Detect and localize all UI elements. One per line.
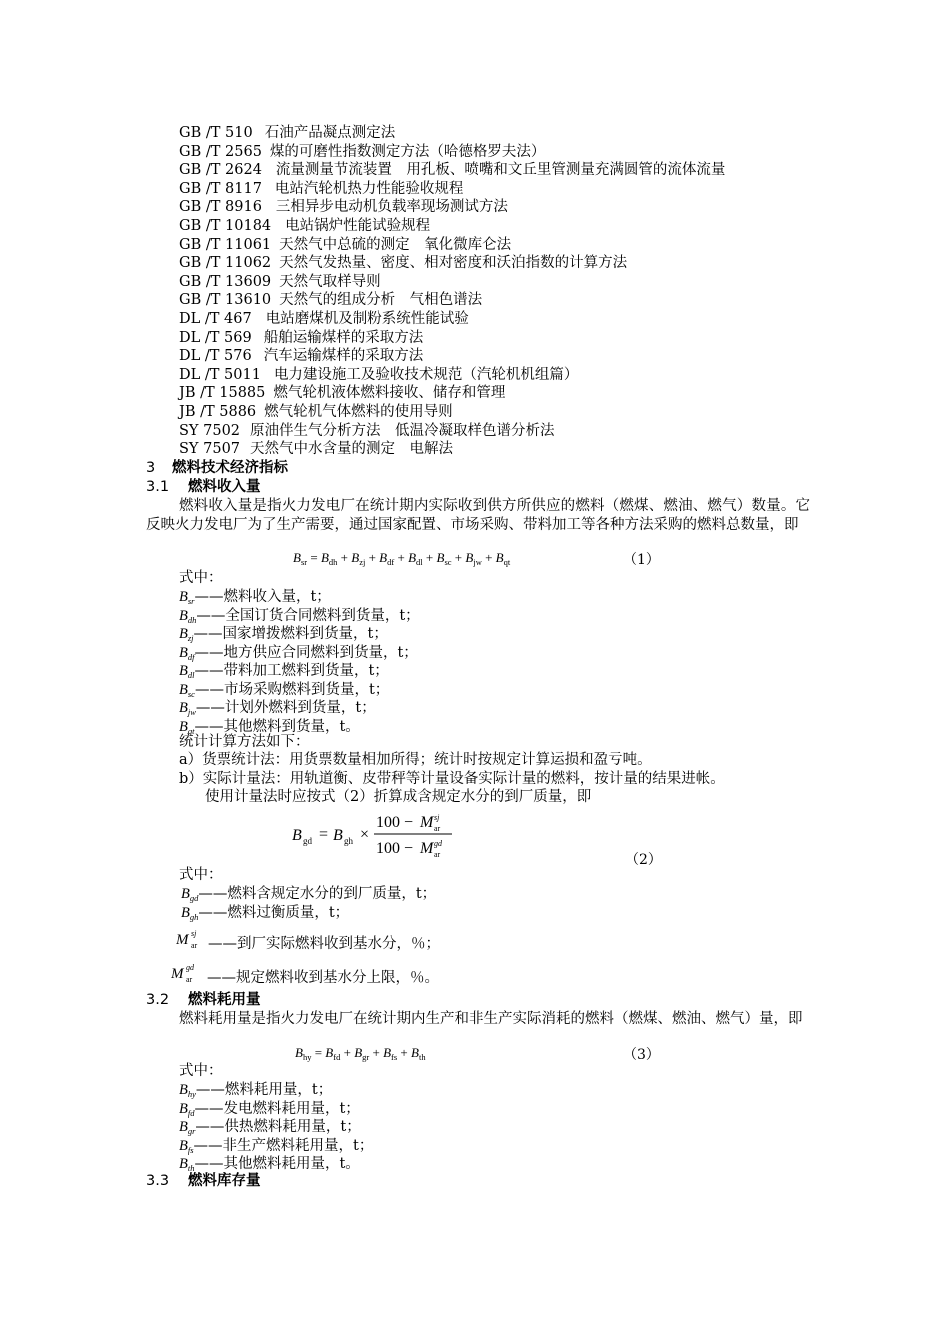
variable-description: ——燃料收入量，t； xyxy=(194,589,331,605)
reference-title: 石油产品凝点测定法 xyxy=(264,125,396,141)
variable-symbol: $B_{df}$ xyxy=(179,644,195,662)
variable-symbol: $B_{dl}$ xyxy=(179,663,195,680)
variable-subscript: fd xyxy=(187,1107,195,1118)
reference-title: 燃气轮机气体燃料的使用导则 xyxy=(264,404,453,420)
svg-text:sj: sj xyxy=(434,813,440,822)
reference-title: 天然气中总硫的测定 氧化微库仑法 xyxy=(279,236,512,253)
variable-subscript: dh xyxy=(187,614,197,625)
reference-title: 电站锅炉性能试验规程 xyxy=(285,218,431,234)
m-gd-symbol xyxy=(171,962,207,988)
equation-number-2: （2） xyxy=(625,852,662,868)
m-gd-line xyxy=(171,962,439,988)
reference-code: DL /T 569 xyxy=(179,329,252,346)
svg-text:M: M xyxy=(176,932,189,948)
equation-number-1: （1） xyxy=(623,552,660,568)
variable-description: ——其他燃料到货量，t。 xyxy=(194,718,360,735)
variable-description: ——市场采购燃料到货量，t； xyxy=(194,681,390,698)
reference-title: 天然气取样导则 xyxy=(279,273,381,290)
svg-text:B: B xyxy=(292,827,302,844)
reference-code: JB /T 5886 xyxy=(179,404,257,420)
variable-subscript: th xyxy=(187,1163,195,1173)
reference-item xyxy=(179,143,545,162)
reference-item xyxy=(179,273,381,292)
svg-text:B: B xyxy=(333,827,343,844)
svg-text:100 −: 100 − xyxy=(376,814,414,831)
variable-description: ——国家增拨燃料到货量，t； xyxy=(193,626,388,642)
reference-code: SY 7502 xyxy=(179,422,241,439)
svg-text:sj: sj xyxy=(191,929,197,938)
reference-code: GB /T 2624 xyxy=(179,162,262,179)
calc-intro: 统计计算方法如下： xyxy=(179,734,310,750)
section-3-2-heading: 3.2 燃料耗用量 xyxy=(146,992,261,1008)
reference-code: GB /T 13610 xyxy=(179,292,272,309)
reference-title: 燃气轮机液体燃料接收、储存和管理 xyxy=(273,385,506,402)
variable-subscript: fs xyxy=(187,1144,194,1155)
variable-symbol: $B_{th}$ xyxy=(179,1156,195,1173)
variable-description: ——发电燃料耗用量，t； xyxy=(194,1100,360,1117)
reference-title: 电站磨煤机及制粉系统性能试验 xyxy=(265,311,469,327)
variable-description: ——全国订货合同燃料到货量，t； xyxy=(196,607,420,624)
variable-subscript: qt xyxy=(187,725,195,736)
variable-description: ——燃料耗用量，t； xyxy=(195,1082,333,1098)
where-label-1: 式中： xyxy=(179,570,223,586)
reference-item xyxy=(179,161,725,180)
reference-item xyxy=(179,329,423,348)
reference-item xyxy=(179,236,511,255)
formula-1: $B_{sr} = B_{dh} + B_{zj} + B_{df} + B_{dl} + B_{sc} + B_{jw} + B_{qt}$ xyxy=(293,550,511,567)
svg-text:100 −: 100 − xyxy=(376,840,414,857)
reference-title: 流量测量节流装置 用孔板、喷嘴和文丘里管测量充满圆管的流体流量 xyxy=(275,162,726,179)
reference-item xyxy=(179,347,423,366)
variable-subscript: gr xyxy=(187,1126,196,1136)
item-a: a）货票统计法：用货票数量相加所得；统计时按规定计算运损和盈亏吨。 xyxy=(179,752,652,768)
svg-text:ar: ar xyxy=(186,975,193,984)
reference-item xyxy=(179,254,627,273)
variable-definition xyxy=(181,904,349,926)
svg-text:ar: ar xyxy=(434,850,441,859)
reference-item xyxy=(179,440,453,459)
variable-symbol: $B_{jw}$ xyxy=(179,700,196,717)
reference-code: SY 7507 xyxy=(179,441,241,458)
variable-symbol: $B_{fd}$ xyxy=(179,1100,195,1118)
reference-code: GB /T 2565 xyxy=(179,143,262,160)
reference-item xyxy=(179,366,578,385)
variable-symbol: $B_{hy}$ xyxy=(179,1082,196,1099)
svg-text:M: M xyxy=(420,814,434,831)
svg-text:gd: gd xyxy=(434,839,442,848)
variable-symbol: $B_{sc}$ xyxy=(179,681,195,699)
reference-title: 电站汽轮机热力性能验收规程 xyxy=(274,180,464,197)
variable-subscript: gh xyxy=(189,912,199,922)
section-3-1-heading: 3.1 燃料收入量 xyxy=(146,479,261,495)
variable-description: ——燃料过衡质量，t； xyxy=(198,905,350,921)
variable-symbol: $B_{dh}$ xyxy=(179,607,197,625)
reference-code: DL /T 467 xyxy=(179,311,252,327)
reference-code: GB /T 8117 xyxy=(179,180,262,197)
variable-symbol: $B_{sr}$ xyxy=(179,589,195,606)
formula-3: $B_{hy} = B_{fd} + B_{gr} + B_{fs} + B_{th}$ xyxy=(295,1045,426,1062)
where-label-3: 式中： xyxy=(179,1063,223,1079)
variable-description: ——地方供应合同燃料到货量，t； xyxy=(194,644,418,661)
reference-item xyxy=(179,384,505,403)
m-gd-desc: ——规定燃料收到基水分上限，％。 xyxy=(207,970,439,986)
variable-symbol: $B_{gh}$ xyxy=(181,905,199,922)
svg-text:ar: ar xyxy=(434,824,441,833)
variable-symbol: $B_{fs}$ xyxy=(179,1137,194,1155)
svg-text:M: M xyxy=(420,840,434,857)
reference-title: 天然气发热量、密度、相对密度和沃泊指数的计算方法 xyxy=(279,255,628,272)
reference-code: DL /T 5011 xyxy=(179,366,261,383)
reference-item xyxy=(179,291,482,310)
reference-title: 电力建设施工及验收技术规范（汽轮机机组篇） xyxy=(273,366,579,383)
reference-code: GB /T 10184 xyxy=(179,218,272,234)
variable-symbol: $B_{zj}$ xyxy=(179,626,194,643)
variable-subscript: dl xyxy=(187,670,195,680)
reference-title: 汽车运输煤样的采取方法 xyxy=(263,348,424,365)
section-3-2-paragraph: 燃料耗用量是指火力发电厂在统计期内生产和非生产实际消耗的燃料（燃煤、燃油、燃气）量，即 xyxy=(179,1011,803,1027)
variable-description: ——供热燃料耗用量，t； xyxy=(195,1119,361,1135)
variable-description: ——燃料含规定水分的到厂质量，t； xyxy=(198,886,437,902)
reference-item xyxy=(179,310,469,329)
reference-code: DL /T 576 xyxy=(179,348,252,365)
reference-code: GB /T 13609 xyxy=(179,273,272,290)
variable-symbol: $B_{qt}$ xyxy=(179,718,195,736)
reference-code: GB /T 11062 xyxy=(179,255,272,272)
variable-symbol: $B_{gd}$ xyxy=(181,886,199,903)
svg-text:ar: ar xyxy=(191,941,198,950)
reference-item xyxy=(179,403,453,422)
reference-title: 原油伴生气分析方法 低温冷凝取样色谱分析法 xyxy=(250,422,555,439)
reference-title: 煤的可磨性指数测定方法（哈德格罗夫法） xyxy=(269,143,546,160)
reference-code: GB /T 510 xyxy=(179,125,253,141)
formula-2 xyxy=(292,810,467,871)
item-b-continued: 使用计量法时应按式（2）折算成含规定水分的到厂质量，即 xyxy=(205,789,592,805)
section-3-1-paragraph: 燃料收入量是指火力发电厂在统计期内实际收到供方所供应的燃料（燃煤、燃油、燃气）数量。它反映火力发电厂为了生产需要，通过国家配置、市场采购、带料加工等各种方法采购的燃料总数量，即 xyxy=(146,498,810,533)
formula-2-graphic xyxy=(292,810,467,866)
svg-text:gd: gd xyxy=(303,836,312,846)
variable-subscript: sr xyxy=(187,596,195,606)
variable-description: ——带料加工燃料到货量，t； xyxy=(194,663,389,679)
variable-description: ——非生产燃料耗用量，t； xyxy=(193,1137,374,1154)
svg-text:M: M xyxy=(171,966,184,982)
reference-title: 天然气的组成分析 气相色谱法 xyxy=(279,292,483,309)
reference-code: GB /T 11061 xyxy=(179,236,272,253)
reference-item xyxy=(179,180,463,199)
svg-text:gd: gd xyxy=(186,963,194,972)
item-b: b）实际计量法：用轨道衡、皮带秤等计量设备实际计量的燃料，按计量的结果进帐。 xyxy=(179,771,725,787)
m-sj-desc: ——到厂实际燃料收到基水分，％； xyxy=(208,936,440,952)
reference-code: JB /T 15885 xyxy=(179,385,266,402)
section-3-3-heading: 3.3 燃料库存量 xyxy=(146,1173,261,1189)
svg-text:gh: gh xyxy=(344,836,353,846)
reference-title: 三相异步电动机负载率现场测试方法 xyxy=(275,199,508,216)
variable-description: ——其他燃料耗用量，t。 xyxy=(194,1156,360,1172)
reference-item xyxy=(179,124,395,143)
variable-symbol: $B_{gr}$ xyxy=(179,1119,196,1136)
svg-text:=: = xyxy=(319,826,329,843)
variable-subscript: gd xyxy=(189,893,199,903)
reference-item xyxy=(179,422,555,441)
reference-item xyxy=(179,217,430,236)
equation-number-3: （3） xyxy=(623,1047,660,1063)
variable-subscript: zj xyxy=(187,633,194,643)
variable-subscript: sc xyxy=(187,688,195,699)
variable-description: ——计划外燃料到货量，t； xyxy=(195,700,376,716)
variable-subscript: hy xyxy=(187,1089,196,1099)
variable-subscript: jw xyxy=(187,707,196,717)
reference-title: 天然气中水含量的测定 电解法 xyxy=(250,441,454,458)
reference-item xyxy=(179,198,508,217)
where-label-2: 式中： xyxy=(179,867,223,883)
reference-code: GB /T 8916 xyxy=(179,199,262,216)
svg-text:×: × xyxy=(360,826,370,843)
m-sj-line xyxy=(176,928,440,953)
variable-subscript: df xyxy=(187,651,195,662)
reference-title: 船舶运输煤样的采取方法 xyxy=(263,329,424,346)
section-3-heading: 3 燃料技术经济指标 xyxy=(146,460,288,476)
m-sj-symbol xyxy=(176,928,208,952)
